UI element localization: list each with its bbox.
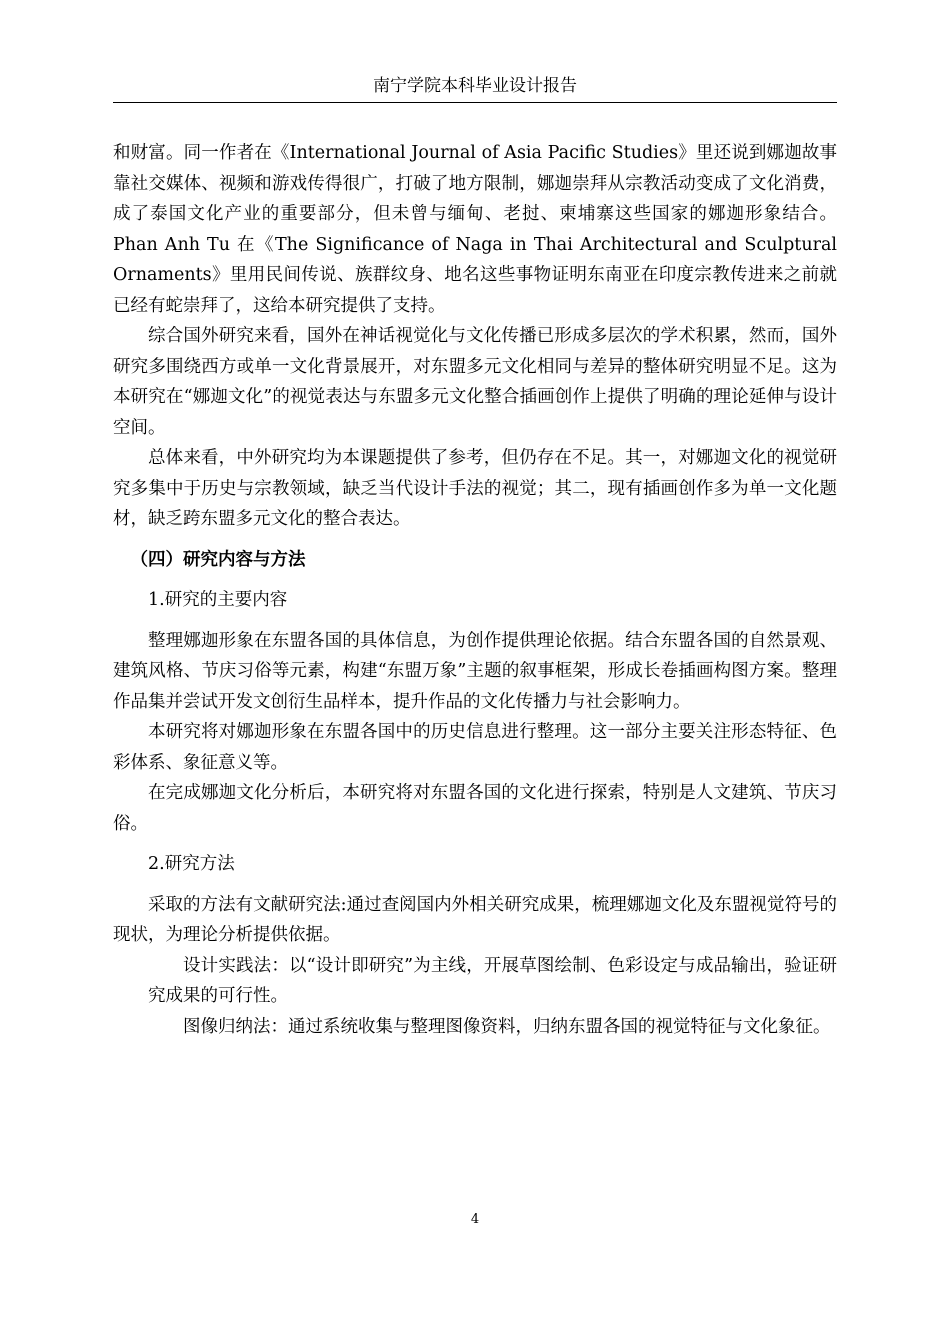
paragraph-foreign-research-summary: 综合国外研究来看，国外在神话视觉化与文化传播已形成多层次的学术积累，然而，国外研究多围绕西方或单一文化背景展开，对东盟多元文化相同与差异的整体研究明显不足。这为本研究在“娜迦文化”的视觉表达与东盟多元文化整合插画创作上提供了明确的理论延伸与设计空间。 — [113, 326, 837, 438]
page-header — [113, 70, 837, 103]
subheading-research-methods: 2.研究方法 — [148, 854, 235, 874]
document-body — [113, 138, 837, 1042]
paragraph-main-content: 整理娜迦形象在东盟各国的具体信息，为创作提供理论依据。结合东盟各国的自然景观、建筑风格、节庆习俗等元素，构建“东盟万象”主题的叙事框架，形成长卷插画构图方案。整理作品集并尝试开发文创衍生品样本，提升作品的文化传播力与社会影响力。 — [113, 630, 837, 712]
section-heading-content-and-methods: （四）研究内容与方法 — [130, 549, 306, 570]
paragraph-image-induction-method: 图像归纳法：通过系统收集与整理图像资料，归纳东盟各国的视觉特征与文化象征。 — [183, 1016, 831, 1037]
paragraph-overall-summary: 总体来看，中外研究均为本课题提供了参考，但仍存在不足。其一，对娜迦文化的视觉研究多集中于历史与宗教领域，缺乏当代设计手法的视觉；其二，现有插画创作多为单一文化题材，缺乏跨东盟多元文化的整合表达。 — [113, 448, 837, 529]
paragraph-design-practice-method: 设计实践法：以“设计即研究”为主线，开展草图绘制、色彩设定与成品输出，验证研究成果的可行性。 — [148, 955, 837, 1006]
header-title: 南宁学院本科毕业设计报告 — [373, 76, 577, 96]
paragraph-literature-method: 采取的方法有文献研究法:通过查阅国内外相关研究成果，梳理娜迦文化及东盟视觉符号的现状，为理论分析提供依据。 — [113, 894, 837, 945]
paragraph-continuation: 和财富。同一作者在《International Journal of Asia Pacific Studies》里还说到娜迦故事靠社交媒体、视频和游戏传得很广，打破了地方限制，娜迦崇拜从宗教活动变成了文化消费，成了泰国文化产业的重要部分，但未曾与缅甸、老挝、柬埔寨这些国家的娜迦形象结合。Phan Anh Tu 在《The Significance of Naga in Thai Architectural and Sculptural Ornaments》里用民间传说、族群纹身、地名这些事物证明东南亚在印度宗教传进来之前就已经有蛇崇拜了，这给本研究提供了支持。 — [113, 143, 837, 316]
paragraph-asean-culture: 在完成娜迦文化分析后，本研究将对东盟各国的文化进行探索，特别是人文建筑、节庆习俗。 — [113, 783, 837, 834]
paragraph-naga-history: 本研究将对娜迦形象在东盟各国中的历史信息进行整理。这一部分主要关注形态特征、色彩体系、象征意义等。 — [113, 722, 837, 773]
subheading-main-content: 1.研究的主要内容 — [148, 590, 288, 610]
page-number: 4 — [470, 1212, 480, 1227]
